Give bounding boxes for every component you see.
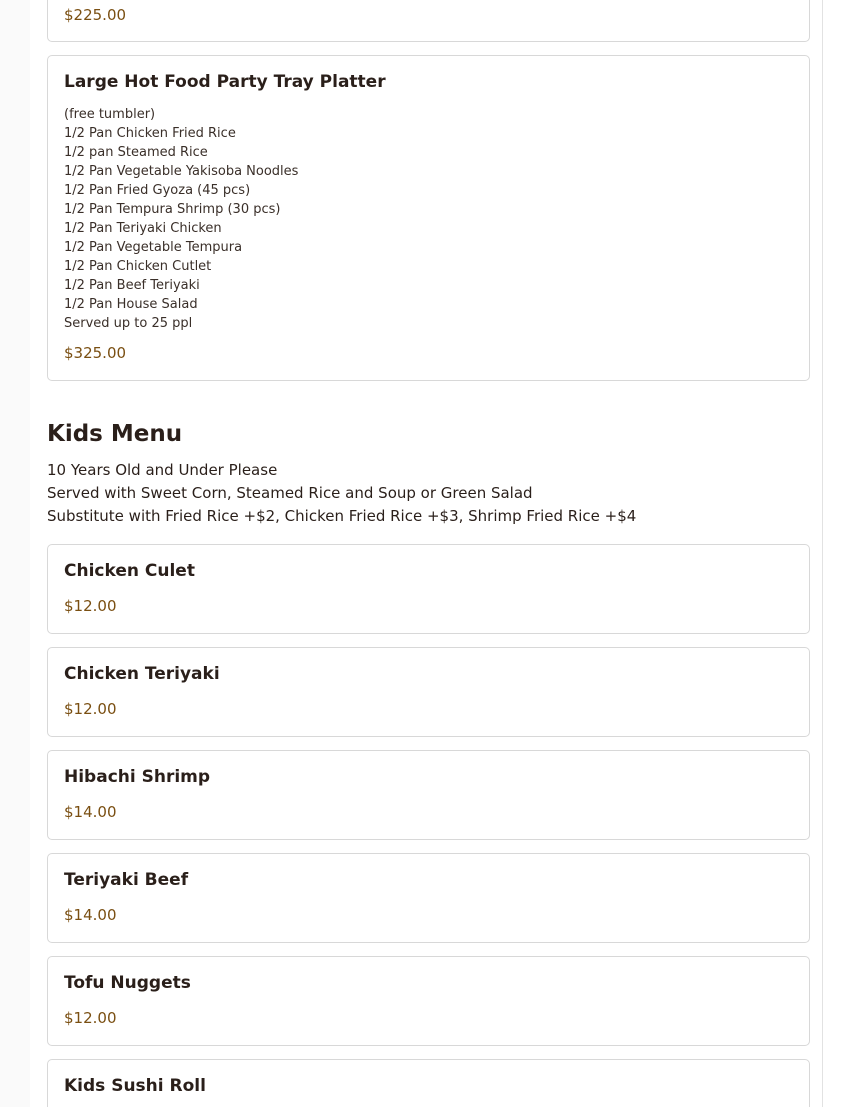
menu-item-card[interactable] — [47, 544, 810, 634]
menu-item-card[interactable] — [47, 0, 810, 42]
description-line: 1/2 Pan Beef Teriyaki — [64, 278, 200, 293]
menu-item-card-party-tray[interactable] — [47, 55, 810, 381]
menu-item-price: $12.00 — [64, 1009, 117, 1027]
section-note: 10 Years Old and Under Please — [47, 461, 278, 479]
menu-item-price: $14.00 — [64, 803, 117, 821]
menu-item-card[interactable] — [47, 1059, 810, 1107]
menu-item-title: Tofu Nuggets — [64, 973, 191, 993]
description-line: 1/2 Pan Chicken Cutlet — [64, 259, 212, 274]
description-line: 1/2 Pan Teriyaki Chicken — [64, 221, 222, 236]
menu-item-card[interactable] — [47, 853, 810, 943]
menu-item-description — [64, 105, 298, 333]
description-line: (free tumbler) — [64, 107, 156, 122]
description-line: 1/2 Pan Fried Gyoza (45 pcs) — [64, 183, 251, 198]
section-note: Served with Sweet Corn, Steamed Rice and Soup or Green Salad — [47, 484, 533, 502]
menu-item-title: Chicken Culet — [64, 561, 195, 581]
description-line: 1/2 Pan Vegetable Yakisoba Noodles — [64, 164, 299, 179]
menu-item-title: Hibachi Shrimp — [64, 767, 211, 787]
menu-item-card[interactable] — [47, 956, 810, 1046]
description-line: 1/2 Pan House Salad — [64, 297, 198, 312]
menu-item-price: $225.00 — [64, 6, 127, 24]
left-gutter — [0, 0, 30, 1107]
menu-item-title: Kids Sushi Roll — [64, 1076, 206, 1096]
section-notes — [47, 459, 636, 528]
menu-item-card[interactable] — [47, 750, 810, 840]
section-title-kids-menu: Kids Menu — [47, 421, 183, 447]
description-line: 1/2 Pan Tempura Shrimp (30 pcs) — [64, 202, 281, 217]
menu-item-price: $12.00 — [64, 597, 117, 615]
description-line: 1/2 Pan Chicken Fried Rice — [64, 126, 236, 141]
menu-item-title: Teriyaki Beef — [64, 870, 189, 890]
menu-item-card[interactable] — [47, 647, 810, 737]
menu-item-price: $12.00 — [64, 700, 117, 718]
description-line: Served up to 25 ppl — [64, 316, 193, 331]
menu-item-title: Chicken Teriyaki — [64, 664, 220, 684]
scroll-divider — [822, 0, 823, 1107]
menu-item-price: $14.00 — [64, 906, 117, 924]
description-line: 1/2 Pan Vegetable Tempura — [64, 240, 243, 255]
section-note: Substitute with Fried Rice +$2, Chicken Fried Rice +$3, Shrimp Fried Rice +$4 — [47, 507, 637, 525]
menu-item-title: Large Hot Food Party Tray Platter — [64, 72, 386, 92]
description-line: 1/2 pan Steamed Rice — [64, 145, 208, 160]
menu-item-price: $325.00 — [64, 344, 127, 362]
